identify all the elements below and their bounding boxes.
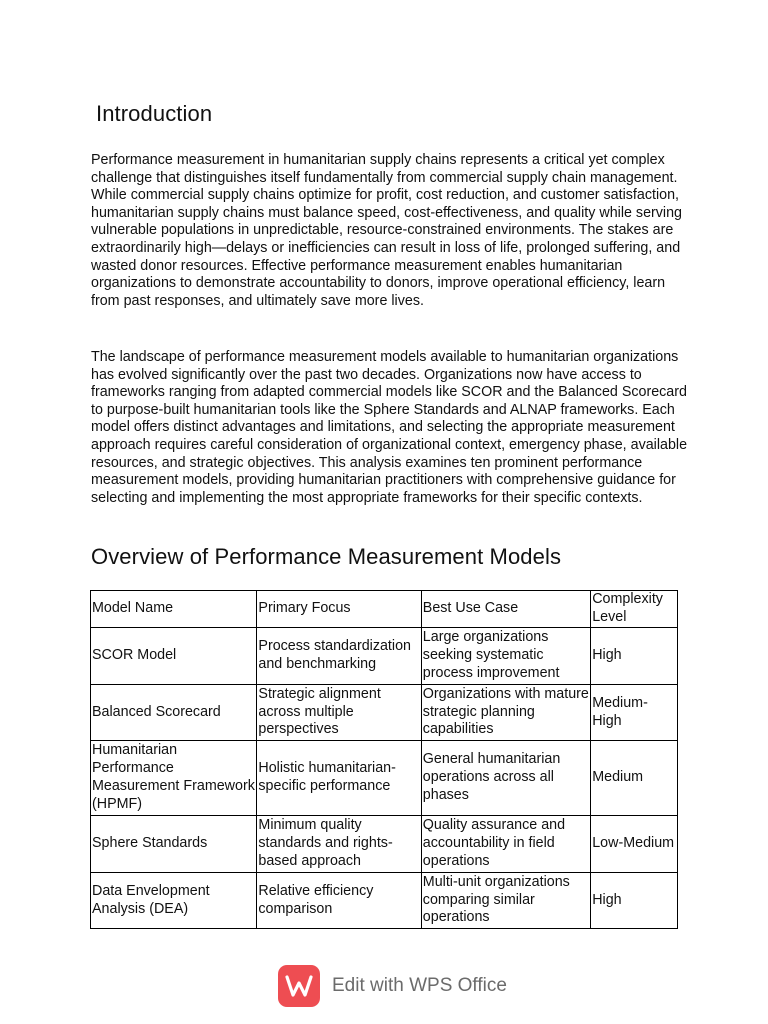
table-cell: Balanced Scorecard [91, 685, 257, 741]
table-cell: Sphere Standards [91, 816, 257, 873]
table-cell: Multi-unit organizations comparing similar operations [421, 873, 590, 929]
table-cell: General humanitarian operations across all phases [421, 741, 590, 816]
table-cell: Low-Medium [591, 816, 678, 873]
table-cell: Minimum quality standards and rights-based approach [257, 816, 421, 873]
header-best-use-case: Best Use Case [421, 591, 590, 628]
header-complexity-level: Complexity Level [591, 591, 678, 628]
table-row [91, 628, 678, 685]
table-cell: Organizations with mature strategic planning capabilities [421, 685, 590, 741]
intro-paragraph-2: The landscape of performance measurement models available to humanitarian organizations has evolved significantly over the past two decades. Organizations now have access to frameworks ranging from adapted commercial models like SCOR and the Balanced Scorecard to purpose-built humanitarian tools like the Sphere Standards and ALNAP frameworks. Each model offers distinct advantages and limitations, and selecting the appropriate measurement approach requires careful consideration of organizational context, emergency phase, available resources, and strategic objectives. This analysis examines ten prominent performance measurement models, providing humanitarian practitioners with comprehensive guidance for selecting and implementing the most appropriate frameworks for their specific contexts. [91, 349, 688, 506]
table-cell: Data Envelopment Analysis (DEA) [91, 873, 257, 929]
wps-logo-icon [278, 965, 320, 1007]
table-cell: SCOR Model [91, 628, 257, 685]
table-row [91, 741, 678, 816]
table-cell: Humanitarian Performance Measurement Framework (HPMF) [91, 741, 257, 816]
table-cell: Process standardization and benchmarking [257, 628, 421, 685]
introduction-heading: Introduction [96, 101, 213, 126]
overview-heading: Overview of Performance Measurement Models [91, 544, 562, 569]
header-model-name: Model Name [91, 591, 257, 628]
table-row [91, 685, 678, 741]
table-header-row [91, 591, 678, 628]
table-cell: Large organizations seeking systematic process improvement [421, 628, 590, 685]
edit-with-wps-button[interactable] [278, 964, 507, 1008]
table-row [91, 873, 678, 929]
table-cell: Strategic alignment across multiple perspectives [257, 685, 421, 741]
table-cell: Medium [591, 741, 678, 816]
table-row [91, 816, 678, 873]
header-primary-focus: Primary Focus [257, 591, 421, 628]
table-cell: Medium-High [591, 685, 678, 741]
table-cell: High [591, 873, 678, 929]
intro-paragraph-1: Performance measurement in humanitarian supply chains represents a critical yet complex challenge that distinguishes itself fundamentally from commercial supply chain management. While commercial supply chains optimize for profit, cost reduction, and customer satisfaction, humanitarian supply chains must balance speed, cost-effectiveness, and quality while serving vulnerable populations in unpredictable, resource-constrained environments. The stakes are extraordinarily high—delays or inefficiencies can result in loss of life, prolonged suffering, and wasted donor resources. Effective performance measurement enables humanitarian organizations to demonstrate accountability to donors, improve operational efficiency, learn from past responses, and ultimately save more lives. [91, 152, 683, 309]
table-cell: Relative efficiency comparison [257, 873, 421, 929]
models-table [90, 590, 678, 929]
table-cell: High [591, 628, 678, 685]
table-cell: Quality assurance and accountability in field operations [421, 816, 590, 873]
edit-with-wps-label: Edit with WPS Office [332, 975, 507, 996]
table-cell: Holistic humanitarian-specific performance [257, 741, 421, 816]
